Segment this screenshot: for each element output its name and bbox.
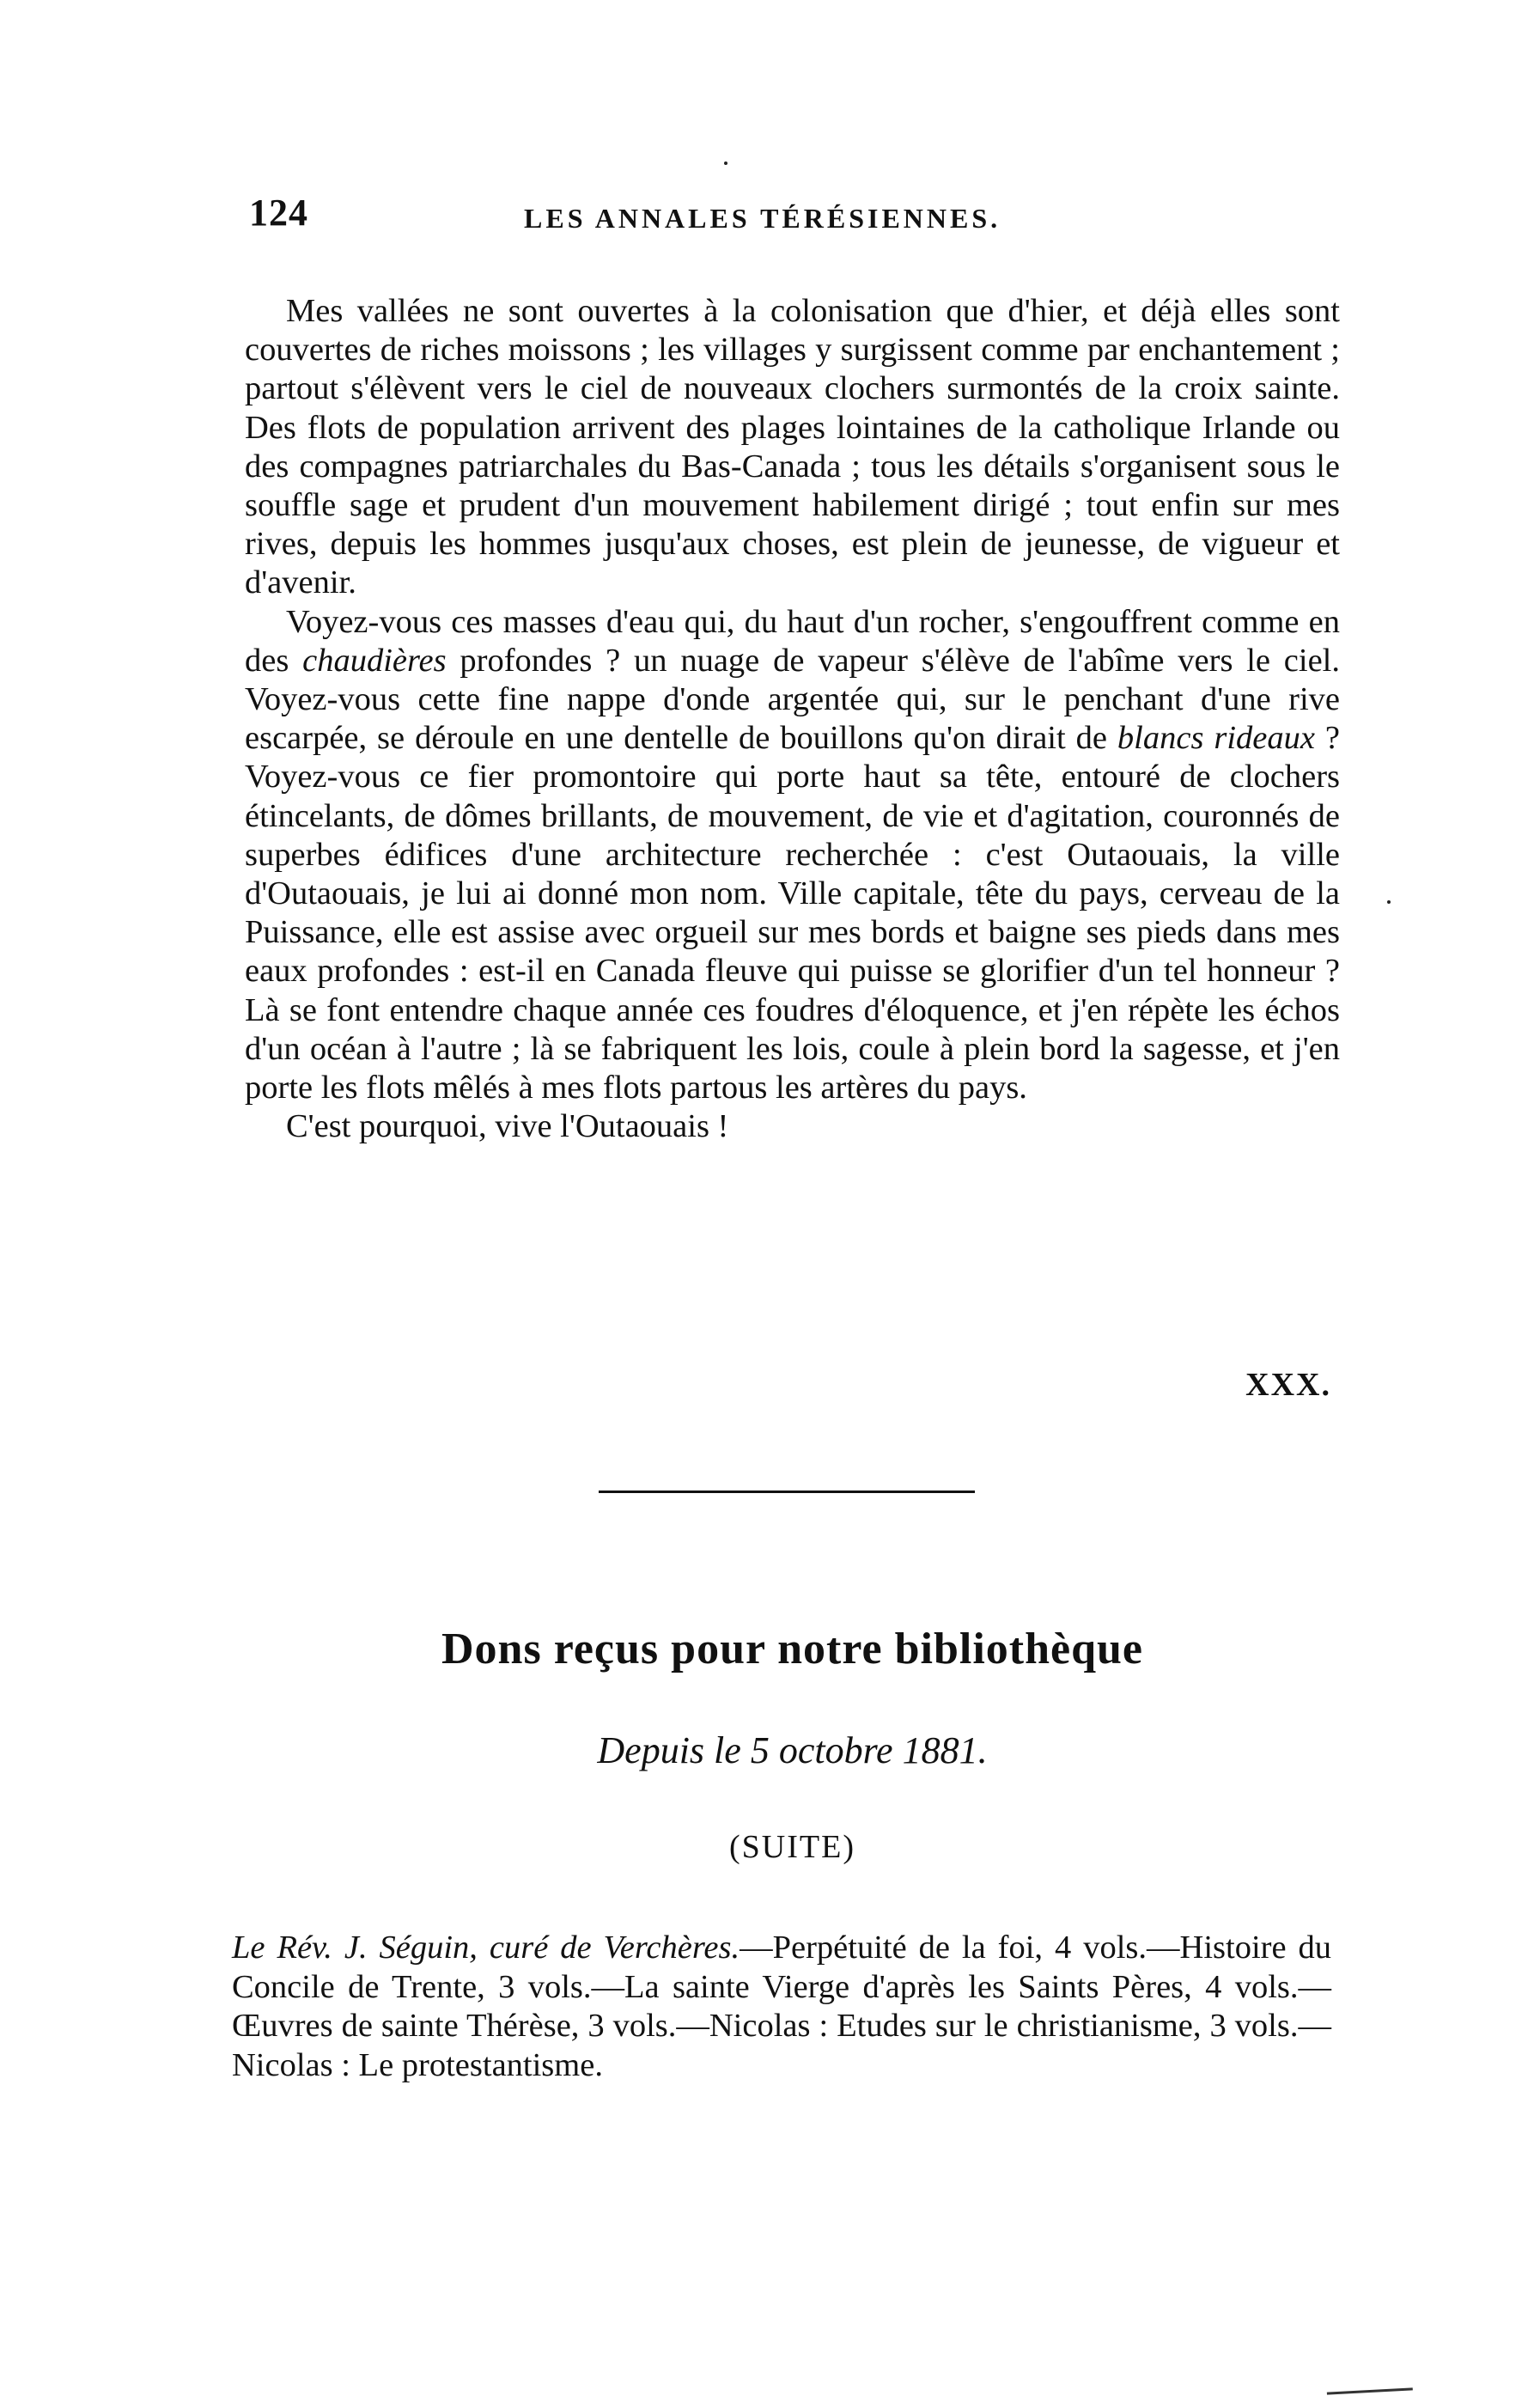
author-signature: XXX. (1245, 1367, 1331, 1403)
italic-term: chaudières (302, 642, 447, 679)
section-subtitle: Depuis le 5 octobre 1881. (597, 1729, 988, 1771)
printing-speck (1387, 900, 1391, 904)
scan-artifact (1327, 2387, 1413, 2399)
section-title: Dons reçus pour notre bibliothèque (441, 1625, 1144, 1673)
section-divider (599, 1491, 975, 1493)
running-title: LES ANNALES TÉRÉSIENNES. (524, 203, 1001, 234)
donation-items: —Perpétuité de la foi, 4 vols.—Histoire du Concile de Trente, 3 vols.—La sainte Vierge d'après les Saints Pères, 4 vols.—Œuvres de sainte Thérèse, 3 vols.—Nicolas : Etudes sur le christianisme, 3 vols.—Nicolas : Le protestantisme. (232, 1929, 1331, 2083)
text-run: profondes ? un nuage de vapeur s'élève de l'abîme vers le ciel. Voyez-vous cette fine nappe d'onde argentée qui, sur le penchant d'une rive escarpée, se déroule en une dentelle de bouillons qu'on dirait de (245, 642, 1340, 757)
article-body (245, 292, 1340, 1146)
page-header (249, 191, 1331, 242)
paragraph: C'est pourquoi, vive l'Outaouais ! (286, 1108, 729, 1145)
text-run: ? Voyez-vous ce fier promontoire qui porte haut sa tête, entouré de clochers étincelants, de dômes brillants, de mouvement, de vie et d'agitation, couronnés de superbes édifices d'une architecture recherchée : c'est Outaouais, la ville d'Outaouais, je lui ai donné mon nom. Ville capitale, tête du pays, cerveau de la Puissance, elle est assise avec orgueil sur mes bords et baigne ses pieds dans mes eaux profondes : est-il en Canada fleuve qui puisse se glorifier d'un tel honneur ? Là se font entendre chaque année ces foudres d'éloquence, et j'en répète les échos d'un océan à l'autre ; là se fabriquent les lois, coule à plein bord la sagesse, et j'en porte les flots mêlés à mes flots partous les artères du pays. (245, 720, 1340, 1106)
section-continuation-label: (SUITE) (729, 1829, 855, 1865)
paragraph (245, 603, 1340, 1108)
italic-term: blancs rideaux (1117, 720, 1315, 757)
printing-speck (724, 162, 727, 165)
paragraph: Mes vallées ne sont ouvertes à la colonisation que d'hier, et déjà elles sont couvertes de riches moissons ; les villages y surgissent comme par enchantement ; partout s'élèvent vers le ciel de nouveaux clochers surmontés de la croix sainte. Des flots de population arrivent des plages lointaines de la catholique Irlande ou des compagnes patriarchales du Bas-Canada ; tous les détails s'organisent sous le souffle sage et prudent d'un mouvement habilement dirigé ; tout enfin sur mes rives, depuis les hommes jusqu'aux choses, est plein de jeunesse, de vigueur et d'avenir. (245, 293, 1340, 601)
donation-entry (232, 1929, 1331, 2085)
donor-name: Le Rév. J. Séguin, curé de Verchères. (232, 1929, 740, 1966)
page-number: 124 (249, 192, 308, 234)
text-run: Voyez-vous ces masses d'eau qui, du haut d'un rocher, s'engouffrent comme en des (245, 603, 1340, 679)
